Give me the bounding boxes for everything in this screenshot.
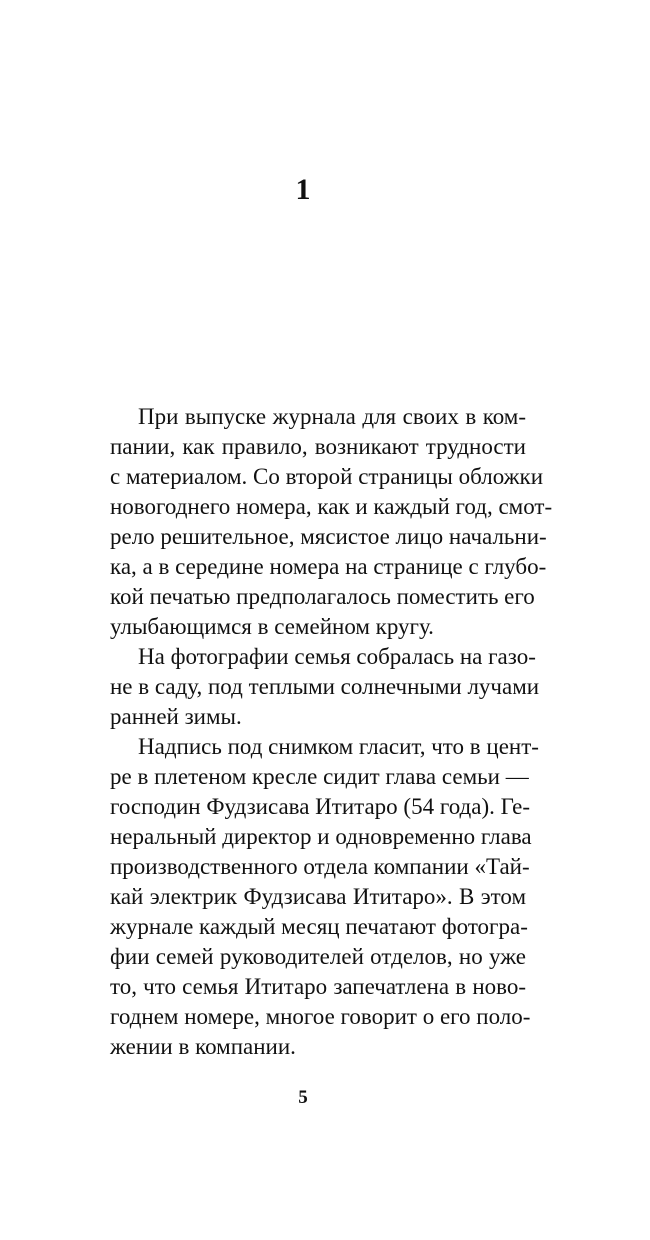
text-line: При выпуске журнала для своих в ком- xyxy=(138,404,526,429)
text-line: неральный директор и одновременно глава xyxy=(110,824,532,849)
text-line: то, что семья Ититаро запечатлена в ново- xyxy=(110,974,526,999)
paragraph-2 xyxy=(110,642,540,732)
text-line: улыбающимся в семейном кругу. xyxy=(110,614,434,639)
text-line: рело решительное, мясистое лицо начальни- xyxy=(110,524,547,549)
text-line: новогоднего номера, как и каждый год, смот- xyxy=(110,494,553,519)
text-line: не в саду, под теплыми солнечными лучами xyxy=(110,674,540,699)
body-text xyxy=(110,402,553,1062)
page-number: 5 xyxy=(298,1087,308,1108)
text-line: кай электрик Фудзисава Ититаро». В этом xyxy=(110,884,526,909)
text-line: годнем номере, многое говорит о его поло- xyxy=(110,1004,531,1029)
text-line: На фотографии семья собралась на газо- xyxy=(138,644,536,669)
text-line: господин Фудзисава Ититаро (54 года). Ге- xyxy=(110,794,531,819)
text-line: ранней зимы. xyxy=(110,704,242,729)
text-line: жении в компании. xyxy=(110,1034,296,1059)
text-line: производственного отдела компании «Тай- xyxy=(110,854,530,879)
text-line: журнале каждый месяц печатают фотогра- xyxy=(110,914,528,939)
paragraph-1 xyxy=(110,402,553,642)
text-line: фии семей руководителей отделов, но уже xyxy=(110,944,526,969)
text-line: ре в плетеном кресле сидит глава семьи — xyxy=(110,764,529,789)
chapter-number: 1 xyxy=(295,173,311,206)
paragraph-3 xyxy=(110,732,539,1062)
text-line: кой печатью предполагалось поместить его xyxy=(110,584,535,609)
text-line: ка, а в середине номера на странице с глубо- xyxy=(110,554,547,579)
text-line: пании, как правило, возникают трудности xyxy=(110,434,526,459)
text-line: Надпись под снимком гласит, что в цент- xyxy=(138,734,539,759)
text-line: с материалом. Со второй страницы обложки xyxy=(110,464,544,489)
